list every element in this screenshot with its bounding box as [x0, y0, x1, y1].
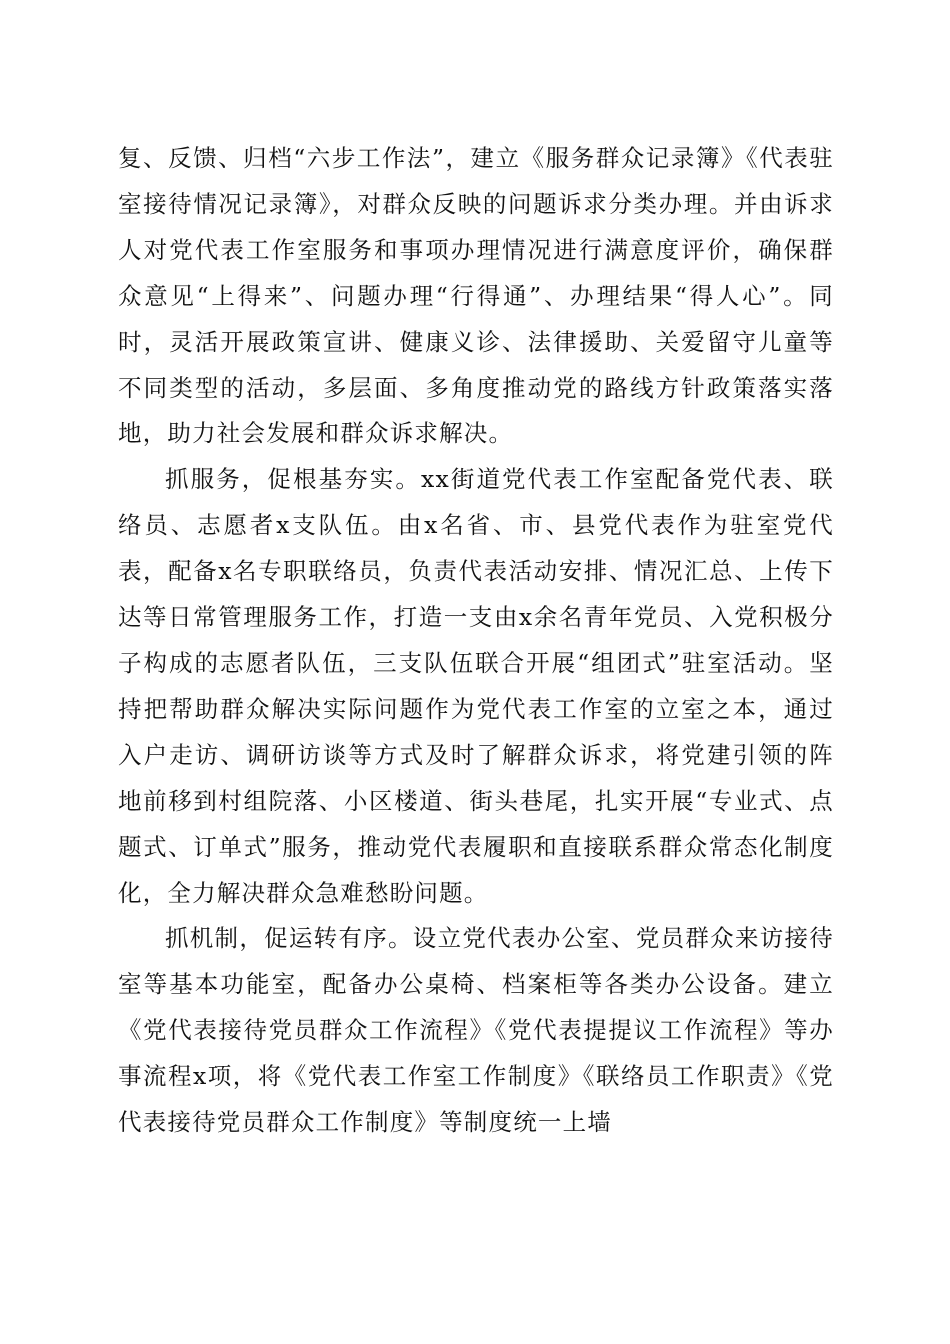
paragraph-mechanism: 抓机制，促运转有序。设立党代表办公室、党员群众来访接待室等基本功能室，配备办公桌椅、档案柜等各类办公设备。建立《党代表接待党员群众工作流程》《党代表提提议工作流程》等办事流程x项，将《党代表工作室工作制度》《联络员工作职责》《党代表接待党员群众工作制度》等制度统一上墙	[118, 924, 834, 1137]
paragraph-service: 抓服务，促根基夯实。xx街道党代表工作室配备党代表、联络员、志愿者x支队伍。由x名省、市、县党代表作为驻室党代表，配备x名专职联络员，负责代表活动安排、情况汇总、上传下达等日常管理服务工作，打造一支由x余名青年党员、入党积极分子构成的志愿者队伍，三支队伍联合开展“组团式”驻室活动。坚持把帮助群众解决实际问题作为党代表工作室的立室之本，通过入户走访、调研访谈等方式及时了解群众诉求，将党建引领的阵地前移到村组院落、小区楼道、街头巷尾，扎实开展“专业式、点题式、订单式”服务，推动党代表履职和直接联系群众常态化制度化，全力解决群众急难愁盼问题。	[118, 465, 834, 907]
paragraph-continuation: 复、反馈、归档“六步工作法”，建立《服务群众记录簿》《代表驻室接待情况记录簿》，对群众反映的问题诉求分类办理。并由诉求人对党代表工作室服务和事项办理情况进行满意度评价，确保群众意见“上得来”、问题办理“行得通”、办理结果“得人心”。同时，灵活开展政策宣讲、健康义诊、法律援助、关爱留守儿童等不同类型的活动，多层面、多角度推动党的路线方针政策落实落地，助力社会发展和群众诉求解决。	[118, 144, 834, 448]
body-text	[118, 136, 834, 1146]
